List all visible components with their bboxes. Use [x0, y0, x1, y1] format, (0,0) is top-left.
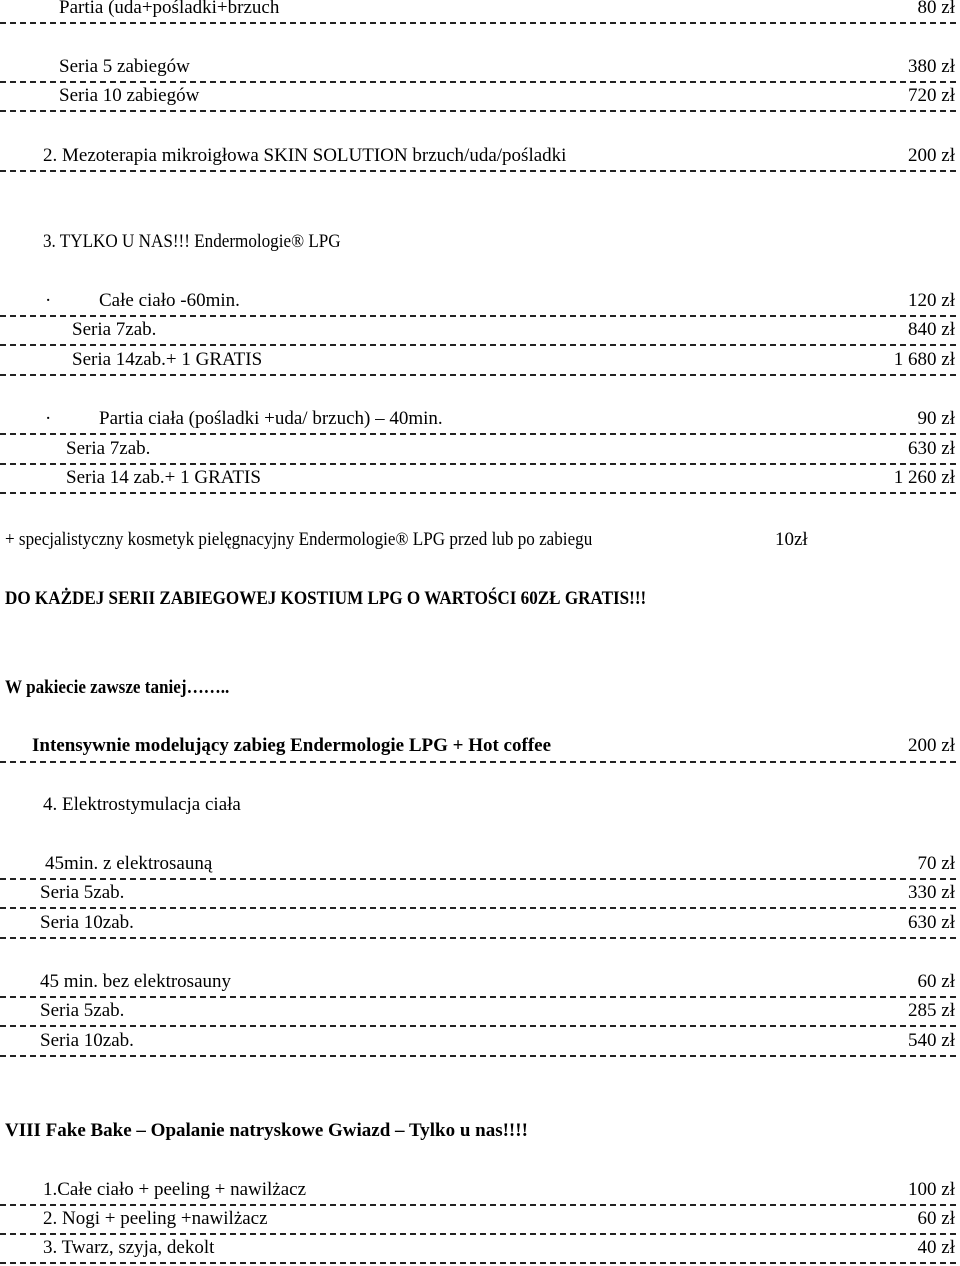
row-label: DO KAŻDEJ SERII ZABIEGOWEJ KOSTIUM LPG O WARTOŚCI 60ZŁ GRATIS!!!: [5, 588, 647, 609]
row-price: 40 zł: [917, 1237, 955, 1258]
row-label: 2. Mezoterapia mikroigłowa SKIN SOLUTION brzuch/uda/pośladki: [43, 145, 567, 166]
price-row: [0, 528, 960, 552]
price-row: [0, 55, 960, 79]
dashed-divider: [0, 1233, 960, 1235]
row-price: 120 zł: [908, 290, 955, 311]
bold-notice: [0, 1119, 960, 1143]
row-price: 90 zł: [917, 408, 955, 429]
price-row: [0, 407, 960, 431]
row-label: Partia ciała (pośladki +uda/ brzuch) – 40min.: [99, 408, 443, 429]
row-label: Seria 10 zabiegów: [59, 85, 200, 106]
row-label: 3. TYLKO U NAS!!! Endermologie® LPG: [43, 231, 341, 252]
row-price: 80 zł: [917, 0, 955, 18]
row-price: 285 zł: [908, 1000, 955, 1021]
row-label: Seria 14zab.+ 1 GRATIS: [72, 349, 263, 370]
dashed-divider: [0, 761, 960, 763]
row-price: 630 zł: [908, 438, 955, 459]
row-label: 1.Całe ciało + peeling + nawilżacz: [43, 1179, 307, 1200]
row-label: 2. Nogi + peeling +nawilżacz: [43, 1208, 268, 1229]
price-row: [0, 1178, 960, 1202]
dashed-divider: [0, 878, 960, 880]
price-row: [0, 144, 960, 168]
row-price: 60 zł: [917, 1208, 955, 1229]
row-price: 380 zł: [908, 56, 955, 77]
price-row: [0, 437, 960, 461]
row-label: Seria 14 zab.+ 1 GRATIS: [66, 467, 261, 488]
price-row: [0, 852, 960, 876]
row-label: 3. Twarz, szyja, dekolt: [43, 1237, 215, 1258]
dashed-divider: [0, 907, 960, 909]
price-row: [0, 1236, 960, 1260]
row-price: 100 zł: [908, 1179, 955, 1200]
price-row: [0, 0, 960, 20]
row-price: 1 680 zł: [893, 349, 955, 370]
row-price: 840 zł: [908, 319, 955, 340]
price-row: [0, 289, 960, 313]
row-price: 540 zł: [908, 1030, 955, 1051]
dashed-divider: [0, 315, 960, 317]
row-label: 45min. z elektrosauną: [45, 853, 213, 874]
row-price: 60 zł: [917, 971, 955, 992]
row-label: Intensywnie modelujący zabieg Endermologie LPG + Hot coffee: [32, 735, 552, 756]
row-price: 10zł: [775, 529, 808, 550]
dashed-divider: [0, 433, 960, 435]
dashed-divider: [0, 937, 960, 939]
dashed-divider: [0, 1262, 960, 1264]
price-row: [0, 970, 960, 994]
bullet-icon: ·: [45, 408, 52, 429]
price-row: [0, 999, 960, 1023]
row-label: VIII Fake Bake – Opalanie natryskowe Gwiazd – Tylko u nas!!!!: [5, 1120, 528, 1141]
row-price: 200 zł: [908, 735, 955, 756]
price-row: [0, 348, 960, 372]
dashed-divider: [0, 81, 960, 83]
bold-notice: [0, 676, 960, 700]
dashed-divider: [0, 996, 960, 998]
dashed-divider: [0, 110, 960, 112]
row-label: Seria 7zab.: [72, 319, 157, 340]
price-row: [0, 84, 960, 108]
dashed-divider: [0, 170, 960, 172]
row-label: 45 min. bez elektrosauny: [40, 971, 232, 992]
price-row: [0, 1029, 960, 1053]
bold-notice: [0, 587, 960, 611]
dashed-divider: [0, 1025, 960, 1027]
row-price: 720 zł: [908, 85, 955, 106]
row-label: Partia (uda+pośladki+brzuch: [59, 0, 280, 18]
dashed-divider: [0, 22, 960, 24]
row-label: Seria 5 zabiegów: [59, 56, 190, 77]
price-row: [0, 1207, 960, 1231]
row-label: Seria 5zab.: [40, 882, 125, 903]
dashed-divider: [0, 463, 960, 465]
dashed-divider: [0, 1204, 960, 1206]
bullet-icon: ·: [45, 290, 52, 311]
row-price: 330 zł: [908, 882, 955, 903]
row-price: 200 zł: [908, 145, 955, 166]
row-label: Seria 7zab.: [66, 438, 151, 459]
price-row: [0, 881, 960, 905]
dashed-divider: [0, 374, 960, 376]
row-label: + specjalistyczny kosmetyk pielęgnacyjny Endermologie® LPG przed lub po zabiegu: [5, 529, 593, 550]
price-row: [0, 466, 960, 490]
row-label: W pakiecie zawsze taniej……..: [5, 677, 230, 698]
section-heading: [0, 230, 960, 254]
price-row: [0, 911, 960, 935]
row-price: 630 zł: [908, 912, 955, 933]
row-label: 4. Elektrostymulacja ciała: [43, 794, 241, 815]
dashed-divider: [0, 344, 960, 346]
dashed-divider: [0, 1055, 960, 1057]
row-label: Seria 10zab.: [40, 1030, 134, 1051]
row-price: 70 zł: [917, 853, 955, 874]
price-row: [0, 318, 960, 342]
dashed-divider: [0, 492, 960, 494]
row-price: 1 260 zł: [893, 467, 955, 488]
row-label: Całe ciało -60min.: [99, 290, 240, 311]
section-heading: [0, 793, 960, 817]
price-row: [0, 734, 960, 758]
row-label: Seria 5zab.: [40, 1000, 125, 1021]
row-label: Seria 10zab.: [40, 912, 134, 933]
